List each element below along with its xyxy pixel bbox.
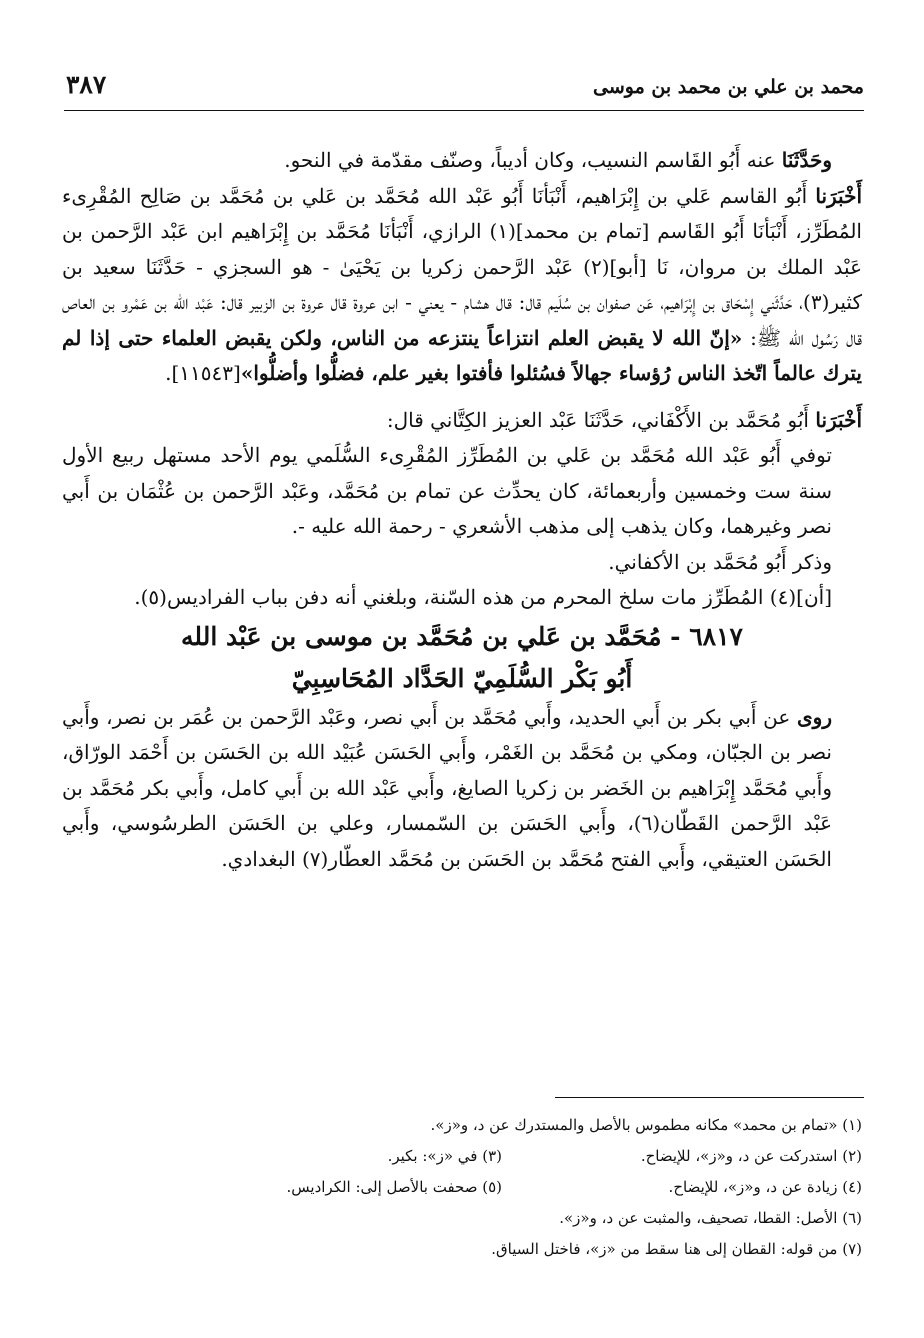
paragraph-lead: روى — [797, 704, 832, 729]
paragraph — [62, 545, 862, 581]
paragraph — [62, 700, 862, 878]
footnote-line — [60, 1234, 862, 1265]
footnotes — [60, 1110, 862, 1265]
paragraph — [62, 143, 862, 179]
footnote-line — [60, 1141, 862, 1172]
footnote-line — [60, 1110, 862, 1141]
paragraph-text: [أن](٤) المُطَرِّز مات سلخ المحرم من هذه السّنة، وبلغني أنه دفن بباب الفراديس(٥). — [134, 585, 832, 609]
hadith-text: «إنّ الله لا يقبض العلم انتزاعاً ينتزعه من الناس، ولكن يقبض العلماء حتى إذا لم يترك عالماً اتّخذ الناس رُؤساء جهالاً فسُئلوا فأفتوا بغير علم، فضلُّوا وأضلُّوا» — [62, 325, 862, 385]
paragraph — [62, 438, 862, 545]
paragraph-lead: أَخْبَرَنا — [815, 183, 862, 208]
entry-subheading: أَبُو بَكْر السُّلَمِيّ الحَدَّاد المُحَاسِبِيّ — [291, 663, 633, 693]
footnote: (٧) من قوله: القطان إلى هنا سقط من «ز»، فاختل السياق. — [491, 1240, 862, 1258]
hadith-reference: [١١٥٤٣]. — [165, 361, 241, 385]
footnote: (٥) صحفت بالأصل إلى: الكراديس. — [286, 1178, 502, 1196]
footnote: (٦) الأصل: القطا، تصحيف، والمثبت عن د، و«ز». — [559, 1209, 862, 1227]
footnote-rule — [555, 1097, 864, 1098]
paragraph — [62, 179, 862, 392]
paragraph — [62, 403, 862, 439]
paragraph-text: توفي أَبُو عَبْد الله مُحَمَّد بن عَلي بن المُطَرِّز المُقْرِىء السُّلَمي يوم الأحد مستهل ربيع الأول سنة ست وخمسين وأربعمائة، كان يحدِّث عن تمام بن مُحَمَّد، وعَبْد الرَّحمن بن عُثْمَان بن أَبي نصر وغيرهما، وكان يذهب إلى مذهب الأشعري - رحمة الله عليه -. — [62, 443, 832, 538]
entry-heading: ٦٨١٧ - مُحَمَّد بن عَلي بن مُحَمَّد بن موسى بن عَبْد الله — [181, 621, 743, 651]
paragraph — [62, 580, 862, 616]
footnote: (٢) استدركت عن د، و«ز»، للإيضاح. — [640, 1147, 862, 1165]
footnote: (٤) زيادة عن د، و«ز»، للإيضاح. — [668, 1178, 862, 1196]
running-header-title: محمد بن علي بن محمد بن موسى — [593, 76, 864, 98]
paragraph-text: عنه أَبُو القَاسم النسيب، وكان أديباً، وصنّف مقدّمة في النحو. — [284, 148, 782, 172]
paragraph-lead: وحَدَّثَنَا — [781, 148, 832, 172]
paragraph-text: أَبُو القاسم عَلي بن إِبْرَاهيم، أَنْبَأنَا أَبُو عَبْد الله مُحَمَّد بن عَلي بن مُحَمَّد بن صَالِح المُقْرِىء المُطَرِّز، أَنْبَأنَا أَبُو القَاسم [تمام بن محمد](١) الرازي، أَنْبَأنَا مُحَمَّد بن إِبْرَاهيم ابن عَبْد الرَّحمن بن عَبْد الملك بن مروان، نَا [أبو](٢) عَبْد الرَّحمن زكريا بن يَحْيَىٰ - هو السجزي - حَدَّثَنَا سعيد بن كثير(٣)، حَدَّثَني إِسْحَاق بن إِبْرَاهيم، عَن صفوان بن سُلَيم قال: قال هشام - يعني - ابن عروة قال عروة بن الزبير قال: عَبْد الله بن عَمْرو بن العاص قال رَسُول الله ﷺ: — [62, 183, 862, 350]
footnote-line — [60, 1203, 862, 1234]
main-text — [62, 143, 862, 877]
header-rule — [64, 110, 864, 111]
paragraph-lead: أَخْبَرَنا — [815, 407, 862, 432]
paragraph-text: عن أَبي بكر بن أَبي الحديد، وأَبي مُحَمَّد بن أَبي نصر، وعَبْد الرَّحمن بن عُمَر بن نصر، وأَبي نصر بن الجبّان، ومكي بن مُحَمَّد بن الغَمْر، وأَبي الحَسَن عُبَيْد الله بن الحَسَن بن أَحْمَد الورّاق، وأَبي مُحَمَّد إِبْرَاهيم بن الخَضر بن زكريا الصايغ، وأَبي عَبْد الله بن أَبي كامل، وأَبي بكر مُحَمَّد بن عَبْد الرَّحمن القَطّان(٦)، وأَبي الحَسَن بن السّمسار، وعلي بن الحَسَن الطرسُوسي، وأَبي الحَسَن العتيقي، وأَبي الفتح مُحَمَّد بن الحَسَن بن مُحَمَّد العطّار(٧) البغدادي. — [62, 704, 833, 871]
footnote: (١) «تمام بن محمد» مكانه مطموس بالأصل والمستدرك عن د، و«ز». — [430, 1116, 862, 1134]
paragraph-text: أَبُو مُحَمَّد بن الأَكْفَاني، حَدَّثَنَا عَبْد العزيز الكِتَّاني قال: — [386, 407, 816, 432]
footnote-line — [60, 1172, 862, 1203]
page-number: ٣٨٧ — [66, 70, 107, 99]
footnote: (٣) في «ز»: بكير. — [387, 1147, 502, 1165]
paragraph-text: وذكر أَبُو مُحَمَّد بن الأكفاني. — [608, 549, 832, 574]
